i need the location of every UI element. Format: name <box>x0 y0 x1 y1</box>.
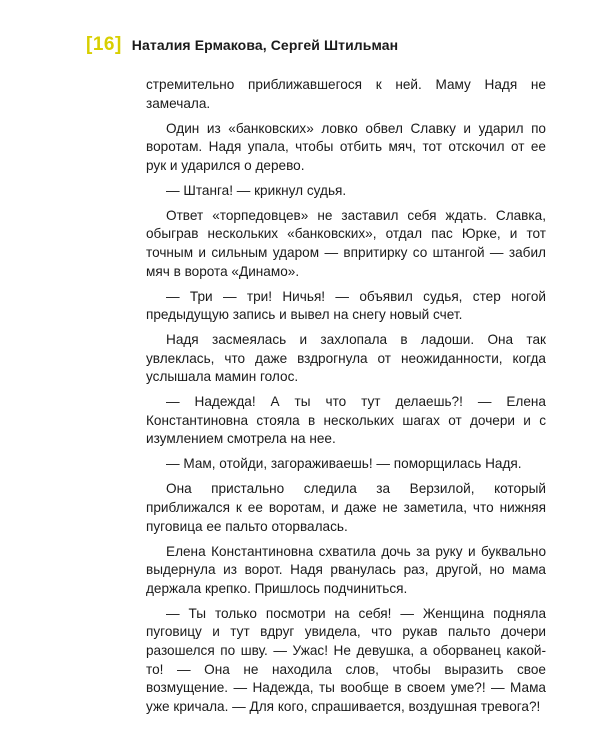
paragraph-7: — Надежда! А ты что тут делаешь?! — Елена Константиновна стояла в нескольких шагах от дочери и с изумлением смотрела на нее. <box>146 394 546 447</box>
paragraph-10: Елена Константиновна схватила дочь за руку и буквально выдернула из ворот. Надя рванулась раз, другой, но мама держала крепко. Пришлось подчиниться. <box>146 543 546 596</box>
paragraph-6: Надя засмеялась и захлопала в ладоши. Она так увлеклась, что даже вздрогнула от неожиданности, когда услышала мамин голос. <box>146 332 546 385</box>
running-head-authors: Наталия Ермакова, Сергей Штильман <box>131 37 399 53</box>
page-number <box>86 34 122 56</box>
paragraph-4: Ответ «торпедовцев» не заставил себя ждать. Славка, обыграв нескольких «банковских», отдал пас Юрке, и тот точным и сильным ударом — впритирку со штангой — забил мяч в ворота «Динамо». <box>146 207 546 279</box>
page-number-bracket-close: ] <box>114 34 122 55</box>
page-number-value: 16 <box>92 34 115 55</box>
paragraph-3: — Штанга! — крикнул судья. <box>166 182 347 198</box>
page-number-bracket-open: [ <box>86 34 93 55</box>
page-text-body <box>146 76 546 723</box>
paragraph-8: — Мам, отойди, загораживаешь! — поморщилась Надя. <box>166 456 522 472</box>
paragraph-1: стремительно приближавшегося к ней. Маму Надя не замечала. <box>146 77 546 111</box>
running-header <box>86 30 546 60</box>
paragraph-9: Она пристально следила за Верзилой, который приближался к ее воротам, и даже не заметила, что нижняя пуговица ее пальто оторвалась. <box>146 481 546 534</box>
paragraph-5: — Три — три! Ничья! — объявил судья, стер ногой предыдущую запись и вывел на снегу новый счет. <box>146 288 546 323</box>
paragraph-2: Один из «банковских» ловко обвел Славку и ударил по воротам. Надя упала, чтобы отбить мяч, тот отскочил от ее рук и ударился о дерево. <box>146 120 546 173</box>
paragraph-11: — Ты только посмотри на себя! — Женщина подняла пуговицу и тут вдруг увидела, что рукав пальто дочери разошелся по шву. — Ужас! Не девушка, а оборванец какой-то! — Она не находила слов, чтобы выразить свое возмущение. — Надежда, ты вообще в своем уме?! — Мама уже кричала. — Для кого, спрашивается, воздушная тревога?! <box>146 605 546 714</box>
